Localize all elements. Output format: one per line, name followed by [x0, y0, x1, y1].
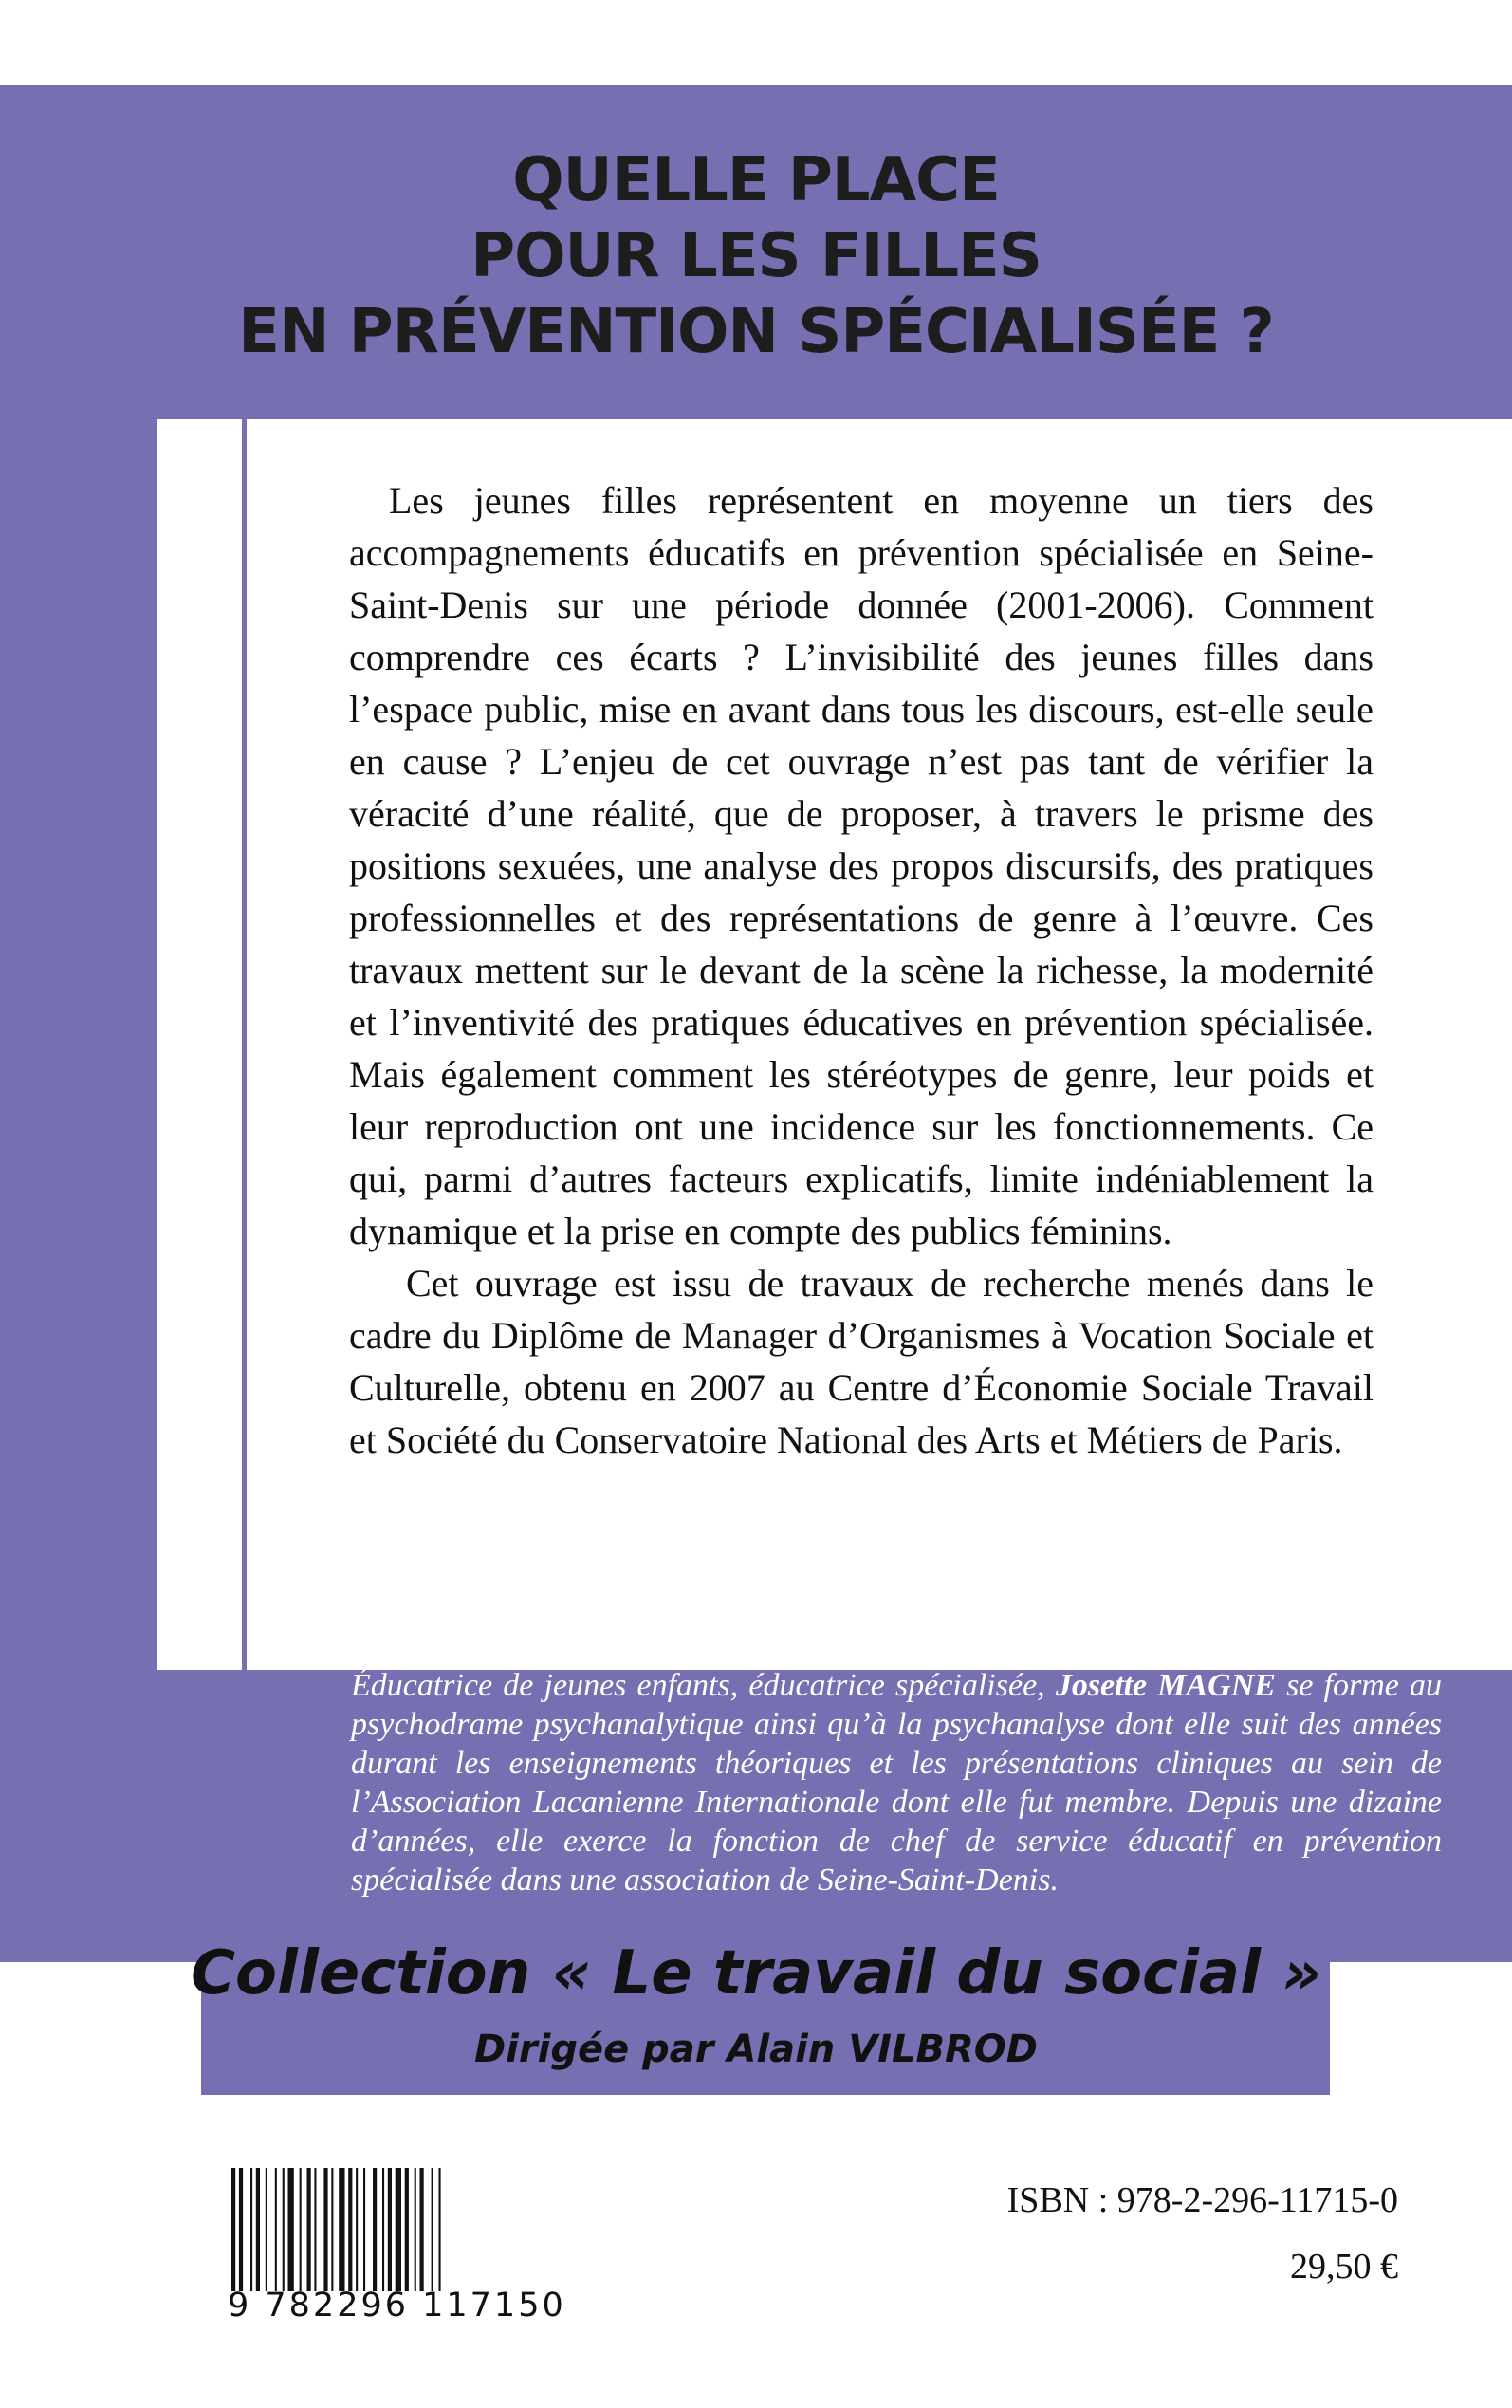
barcode-bar	[432, 2168, 433, 2291]
author-name: Josette MAGNE	[1055, 1668, 1276, 1703]
book-title-line: POUR LES FILLES	[470, 221, 1042, 291]
barcode-bar	[363, 2168, 365, 2291]
book-title	[0, 142, 1512, 370]
barcode-bar	[288, 2168, 294, 2291]
barcode-bar	[266, 2168, 267, 2291]
barcode-bar	[439, 2168, 441, 2291]
isbn: ISBN : 978-2-296-11715-0	[1006, 2180, 1398, 2220]
barcode-bar	[307, 2168, 311, 2291]
barcode-bar	[373, 2168, 377, 2291]
barcode-bar	[356, 2168, 358, 2291]
barcode-bar	[323, 2168, 327, 2291]
description-body	[349, 474, 1374, 1466]
collection-director: Dirigée par Alain VILBROD	[473, 2028, 1039, 2071]
barcode-bar	[405, 2168, 409, 2291]
description-paragraph: Les jeunes filles représentent en moyenne un tiers des accompagnements éducatifs en prévention spécialisée en Seine-Saint-Denis sur une période donnée (2001-2006). Comment comprendre ces écarts ? L’invisibilité des jeunes filles dans l’espace public, mise en avant dans tous les discours, est-elle seule en cause ? L’enjeu de cet ouvrage n’est pas tant de vérifier la véracité d’une réalité, que de proposer, à travers le prisme des positions sexuées, une analyse des propos discursifs, des pratiques professionnelles et des représentations de genre à l’œuvre. Ces travaux mettent sur le devant de la scène la richesse, la modernité et l’inventivité des pratiques éducatives en prévention spécialisée. Mais également comment les stéréotypes de genre, leur poids et leur reproduction ont une incidence sur les fonctionnements. Ce qui, parmi d’autres facteurs explicatifs, limite indéniablement la dynamique et la prise en compte des publics féminins.	[349, 479, 1374, 1252]
barcode-bar	[275, 2168, 277, 2291]
barcode-bar	[348, 2168, 352, 2291]
barcode-bar	[250, 2168, 252, 2291]
author-bio	[351, 1666, 1442, 1899]
collection-title: Collection « Le travail du social »	[191, 1938, 1321, 2009]
barcode-bar	[331, 2168, 333, 2291]
barcode-bar	[283, 2168, 285, 2291]
book-title-line: EN PRÉVENTION SPÉCIALISÉE ?	[238, 297, 1274, 367]
barcode-bar	[420, 2168, 424, 2291]
barcode-bar	[256, 2168, 260, 2291]
author-bio-text: se forme au psychodrame psychanalytique ainsi qu’à la psychanalyse dont elle suit des années durant les enseignements théoriques et les présentations cliniques au sein de l’Association Lacanienne Internationale dont elle fut membre. Depuis une dizaine d’années, elle exerce la fonction de chef de service éducatif en prévention spécialisée dans une association de Seine-Saint-Denis.	[351, 1668, 1443, 1898]
barcode-bars	[228, 2168, 531, 2291]
barcode-bar	[300, 2168, 302, 2291]
price: 29,50 €	[1290, 2247, 1398, 2287]
description-panel	[247, 419, 1512, 1670]
author-bio-intro: Éducatrice de jeunes enfants, éducatrice spécialisée,	[351, 1668, 1056, 1703]
barcode-bar	[314, 2168, 316, 2291]
left-color-column	[0, 419, 157, 1670]
barcode-bar	[239, 2168, 243, 2291]
barcode-bar	[415, 2168, 416, 2291]
barcode-bar	[339, 2168, 344, 2291]
barcode	[228, 2168, 566, 2325]
barcode-bar	[388, 2168, 392, 2291]
barcode-number: 9 782296 117150	[228, 2287, 566, 2325]
description-paragraph: Cet ouvrage est issu de travaux de recherche menés dans le cadre du Diplôme de Manager d’Organismes à Vocation Sociale et Culturelle, obtenu en 2007 au Centre d’Économie Sociale Travail et Société du Conservatoire National des Arts et Métiers de Paris.	[349, 1262, 1374, 1461]
book-title-line: QUELLE PLACE	[512, 145, 1000, 215]
barcode-bar	[382, 2168, 384, 2291]
barcode-bar	[231, 2168, 235, 2291]
barcode-bar	[396, 2168, 401, 2291]
